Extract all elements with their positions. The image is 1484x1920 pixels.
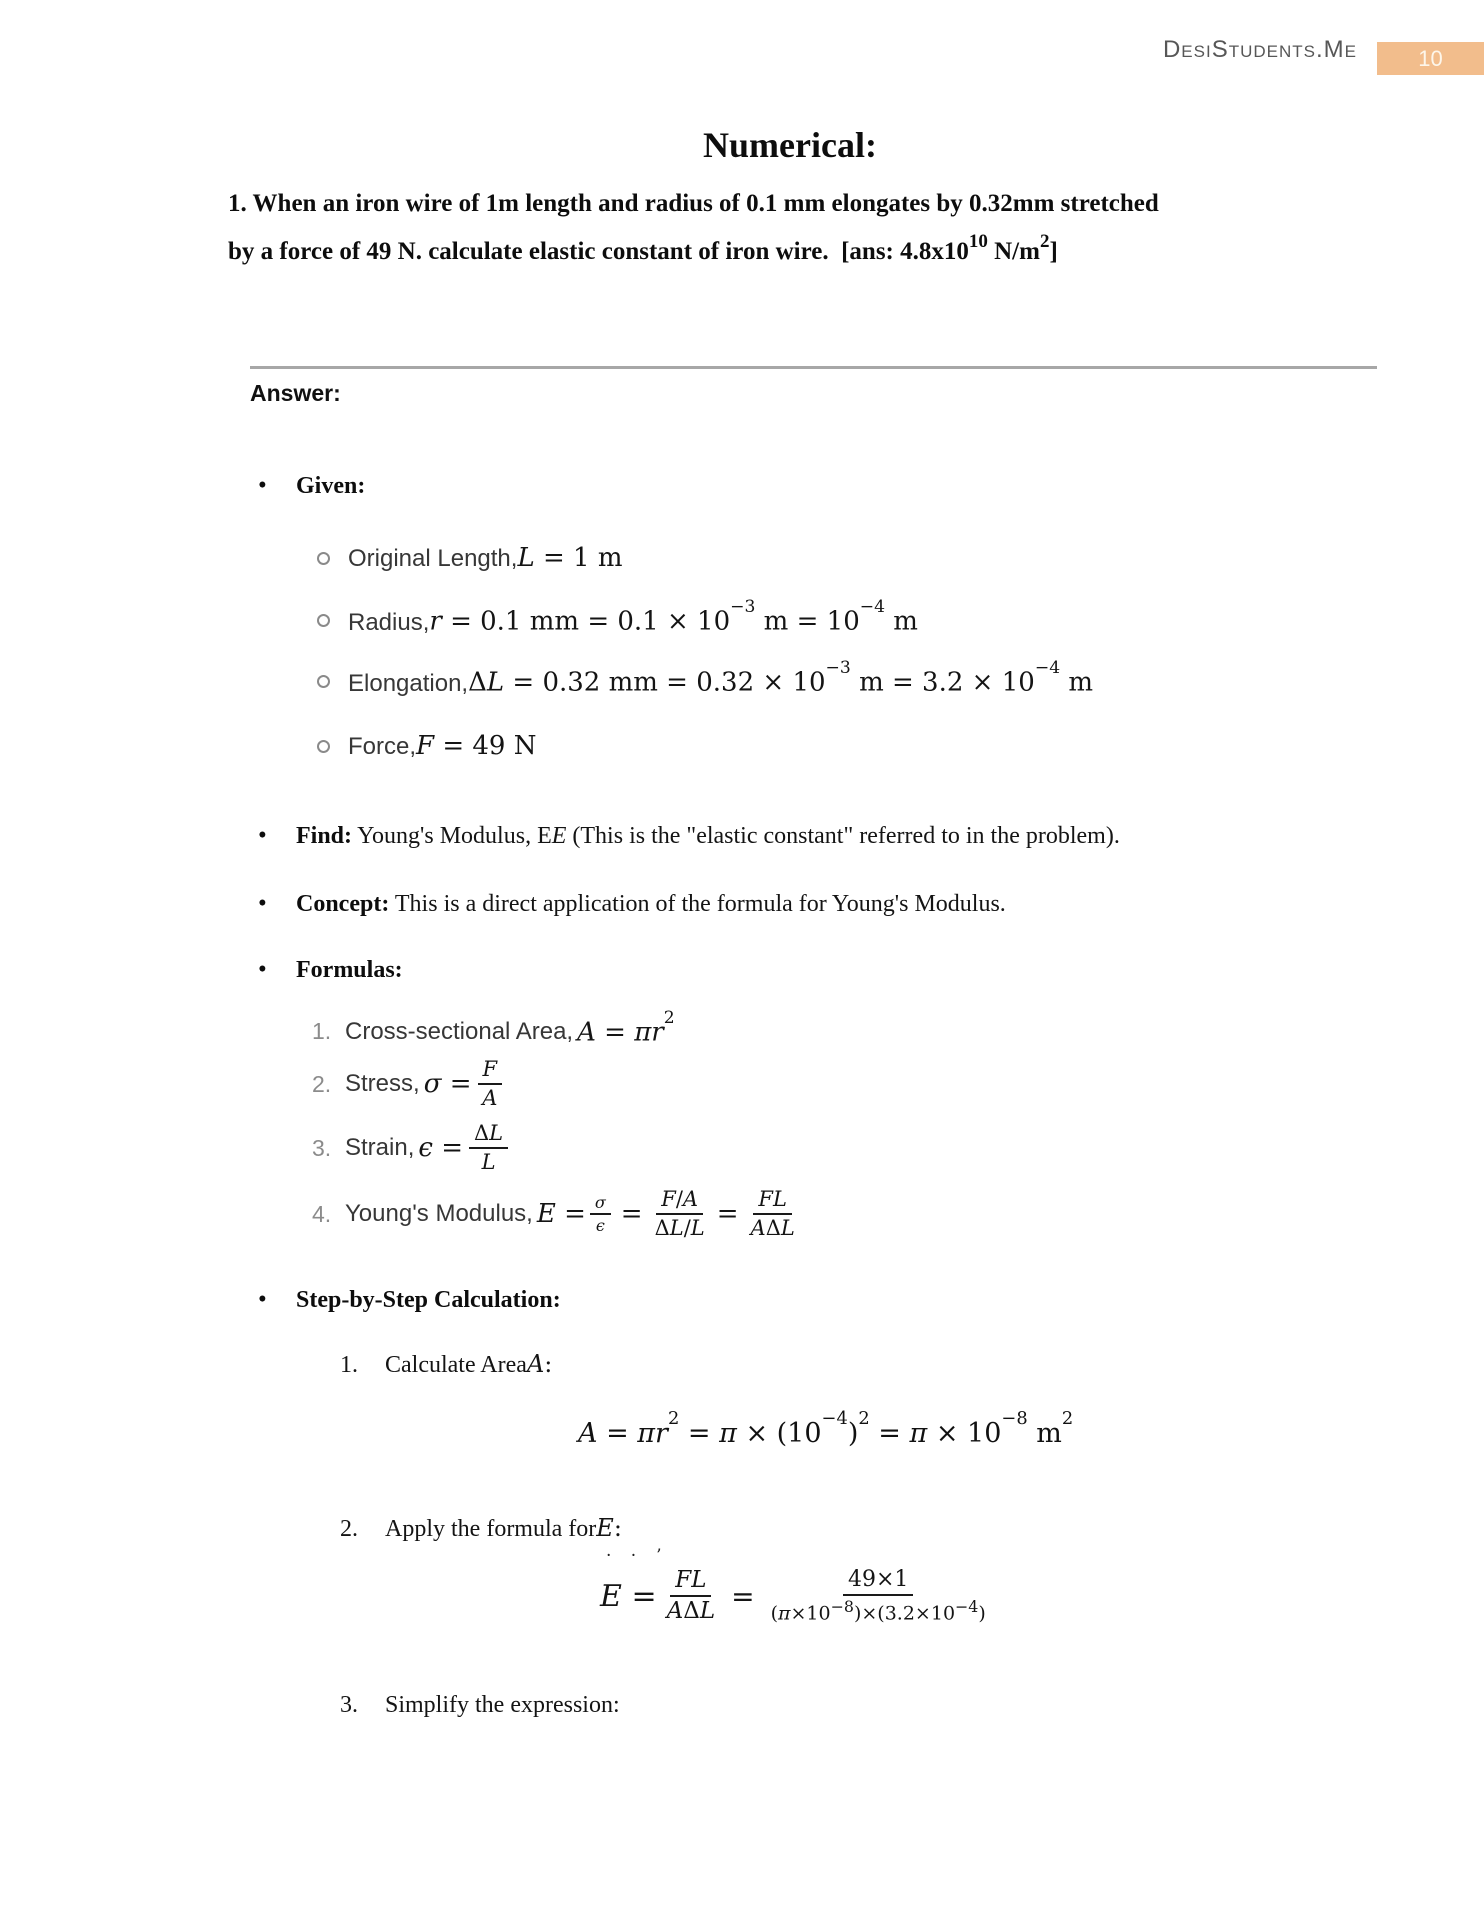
formulas-heading	[258, 956, 403, 984]
equals-sign: =	[716, 1199, 739, 1230]
circle-bullet-icon	[317, 614, 330, 627]
equation-modulus	[600, 1548, 992, 1625]
find-label: Find:	[296, 823, 353, 849]
fraction-denominator: ΔL/L	[654, 1216, 705, 1241]
find-text	[296, 823, 1120, 850]
bullet-icon: •	[258, 1286, 267, 1313]
equation-modulus-row	[600, 1568, 992, 1625]
step-math: E:	[596, 1514, 622, 1542]
step-3	[340, 1692, 620, 1719]
fraction-FL-ADL	[751, 1188, 795, 1240]
given-item-label: Original Length,	[348, 545, 518, 572]
formula-number: 2.	[312, 1070, 332, 1097]
step-number: 3.	[340, 1692, 358, 1718]
step-math: A:	[526, 1350, 553, 1378]
bullet-icon: •	[258, 956, 267, 983]
formula-number: 4.	[312, 1200, 332, 1227]
page-number-badge	[1377, 42, 1484, 75]
formula-math: $A = \pi r^2$	[577, 1008, 675, 1048]
formula-lhs: σ =	[423, 1069, 472, 1100]
given-item-math: L = 1 m	[517, 543, 623, 573]
fraction	[469, 1122, 508, 1174]
given-item-label: Elongation,	[348, 669, 469, 697]
steps-label: Step-by-Step Calculation:	[296, 1287, 561, 1313]
bullet-icon: •	[258, 890, 267, 917]
circle-bullet-icon	[317, 552, 330, 565]
step-text: Apply the formula for	[385, 1516, 597, 1542]
site-name: DesiStudents.Me	[1162, 36, 1357, 63]
fraction-denominator: L	[481, 1150, 496, 1175]
given-item-radius	[317, 597, 918, 637]
find-post: (This is the "elastic constant" referred to in the problem).	[566, 823, 1120, 849]
problem-line-1: 1. When an iron wire of 1m length and radius of 0.1 mm elongates by 0.32mm stretched	[228, 190, 1159, 217]
formula-number: 3.	[312, 1134, 332, 1161]
given-item-force	[317, 731, 536, 761]
formula-stress	[312, 1058, 508, 1110]
divider-line	[250, 366, 1377, 369]
concept-row	[258, 890, 1006, 918]
step-1	[340, 1350, 552, 1379]
formula-number: 1.	[312, 1018, 332, 1045]
given-item-label: Radius,	[348, 608, 430, 636]
fraction-stress-strain	[655, 1188, 705, 1240]
circle-bullet-icon	[317, 740, 330, 753]
fraction-numerator: FL	[753, 1188, 792, 1215]
fraction-denominator: A	[482, 1086, 498, 1111]
step-text: Simplify the expression:	[385, 1692, 620, 1718]
fraction-numerator: F/A	[656, 1188, 703, 1215]
formula-youngs-modulus	[312, 1188, 801, 1240]
equation-lhs: E =	[600, 1578, 657, 1614]
formula-strain	[312, 1122, 514, 1174]
exponent-10: 10	[968, 231, 988, 252]
circle-bullet-icon	[317, 675, 330, 688]
equals-sign: =	[731, 1579, 755, 1613]
given-heading	[258, 472, 365, 500]
fraction-numerator: F	[478, 1058, 503, 1085]
equation-area	[578, 1407, 1074, 1449]
formula-label: Cross-sectional Area,	[345, 1017, 574, 1045]
fraction-sigma-epsilon	[590, 1194, 611, 1235]
formula-area	[312, 1008, 675, 1048]
fraction-numerator: FL	[670, 1568, 711, 1597]
fraction-values	[771, 1568, 986, 1624]
problem-line-2-text: by a force of 49 N. calculate elastic constant of iron wire. [ans: 4.8x10	[228, 238, 969, 265]
formula-lhs: ϵ =	[418, 1133, 463, 1164]
page-number: 10	[1418, 45, 1443, 71]
page-title: Numerical:	[703, 125, 877, 165]
fraction-denominator: ϵ	[595, 1216, 605, 1236]
find-row	[258, 822, 1120, 850]
given-item-math: ΔL = 0.32 mm = $0.32 \times 10^{-3}$ $m = 3.2 \times 10^{-4}$ m	[468, 658, 1094, 698]
problem-line-2	[228, 231, 1058, 266]
step-2	[340, 1514, 622, 1543]
formula-label: Stress,	[345, 1070, 420, 1098]
formula-label: Young's Modulus,	[345, 1200, 533, 1228]
fraction-denominator: AΔL	[666, 1598, 716, 1625]
fraction-numerator: ΔL	[469, 1122, 508, 1149]
bullet-icon: •	[258, 472, 267, 499]
given-item-label: Force,	[348, 733, 417, 760]
answer-label: Answer:	[250, 380, 341, 406]
print-artifact-dots: · · ʼ	[606, 1546, 669, 1566]
concept-body: This is a direct application of the formula for Young's Modulus.	[389, 891, 1006, 917]
given-item-math: r = 0.1 mm = $0.1 \times 10^{-3}$ $m = 10^{-4}$ m	[429, 597, 918, 637]
fraction-denominator: AΔL	[750, 1216, 795, 1241]
fraction	[478, 1058, 503, 1110]
steps-heading	[258, 1286, 561, 1314]
find-variable: E	[551, 823, 567, 849]
step-text: Calculate Area	[385, 1352, 527, 1378]
step-number: 1.	[340, 1352, 358, 1378]
concept-label: Concept:	[296, 891, 390, 917]
equals-sign: =	[620, 1199, 643, 1230]
fraction-numerator: σ	[590, 1194, 611, 1216]
equation-area-math: $A = \pi r^2 = \pi \times (10^{-4})^2 = \pi \times 10^{-8}$ $m^2$	[578, 1407, 1074, 1449]
given-label: Given:	[296, 473, 366, 499]
fraction-FL-ADL	[667, 1568, 716, 1625]
concept-text	[296, 891, 1006, 918]
formulas-label: Formulas:	[296, 957, 403, 983]
formula-label: Strain,	[345, 1134, 415, 1162]
fraction-denominator: $(\pi\times 10^{-8})\times(3.2\times 10^{-4})$	[770, 1597, 986, 1625]
problem-units: N/m	[987, 238, 1040, 265]
given-item-elongation	[317, 658, 1094, 698]
find-pre: Young's Modulus, E	[352, 823, 552, 849]
step-number: 2.	[340, 1516, 358, 1542]
problem-close-bracket: ]	[1049, 238, 1058, 265]
fraction-numerator: 49×1	[843, 1568, 913, 1596]
given-item-math: F = 49 N	[416, 731, 537, 761]
formula-lhs: E =	[536, 1199, 586, 1230]
given-item-length	[317, 543, 623, 573]
bullet-icon: •	[258, 822, 267, 849]
exponent-2: 2	[1039, 231, 1050, 252]
